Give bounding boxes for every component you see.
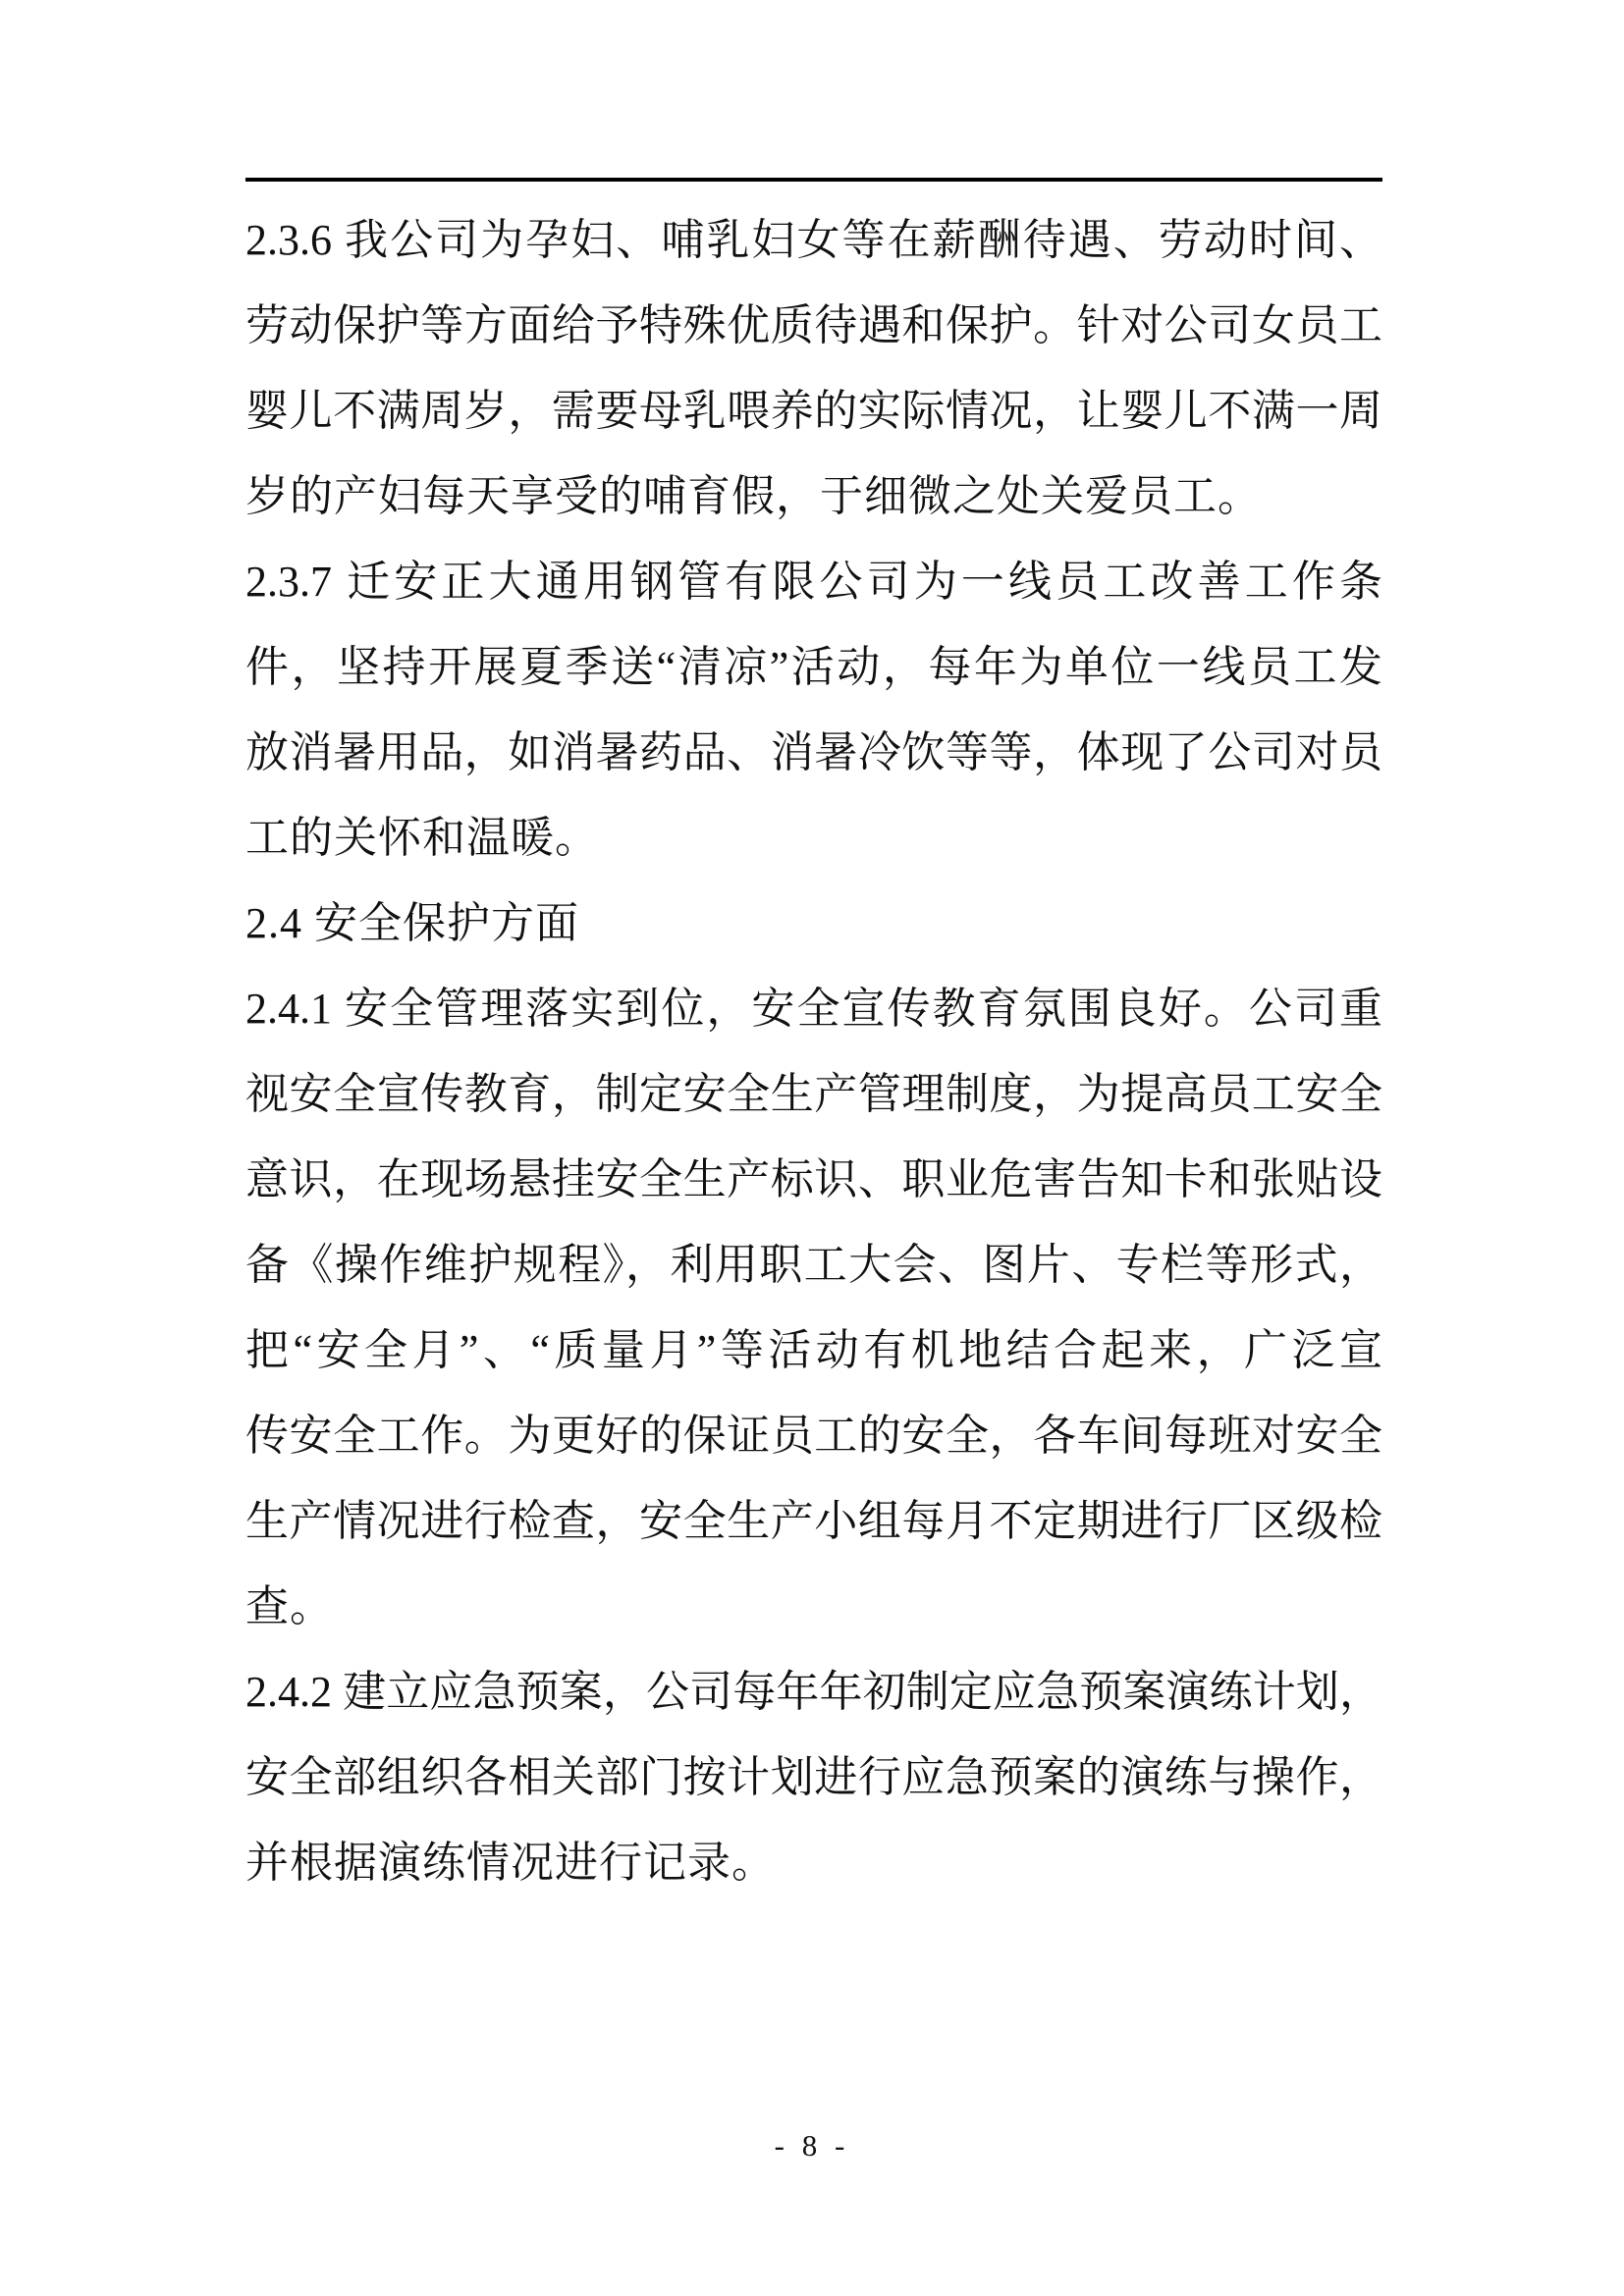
text-line: 2.3.6 我公司为孕妇、哺乳妇女等在薪酬待遇、劳动时间、 [245, 216, 1382, 264]
text-line: 备《操作维护规程》，利用职工大会、图片、专栏等形式， [245, 1241, 1382, 1289]
text-line: 放消暑用品，如消暑药品、消暑冷饮等等，体现了公司对员 [245, 728, 1382, 776]
text-line: 2.4.1 安全管理落实到位，安全宣传教育氛围良好。公司重 [245, 985, 1382, 1033]
text-line: 查。 [245, 1582, 334, 1630]
page-number: - 8 - [774, 2128, 850, 2163]
text-line: 工的关怀和温暖。 [245, 814, 599, 862]
document-text-block [245, 197, 1382, 1905]
text-line: 安全部组织各相关部门按计划进行应急预案的演练与操作， [245, 1753, 1382, 1801]
text-line: 2.4.2 建立应急预案，公司每年年初制定应急预案演练计划， [245, 1668, 1382, 1716]
text-line: 意识，在现场悬挂安全生产标识、职业危害告知卡和张贴设 [245, 1155, 1382, 1203]
text-line: 件，坚持开展夏季送“清凉”活动，每年为单位一线员工发 [245, 643, 1382, 691]
header-rule [245, 178, 1382, 182]
text-line: 岁的产妇每天享受的哺育假，于细微之处关爱员工。 [245, 472, 1262, 520]
text-line: 2.4 安全保护方面 [245, 899, 579, 947]
text-line: 生产情况进行检查，安全生产小组每月不定期进行厂区级检 [245, 1497, 1382, 1545]
text-line: 把“安全月”、“质量月”等活动有机地结合起来，广泛宣 [245, 1326, 1382, 1374]
text-line: 并根据演练情况进行记录。 [245, 1839, 776, 1887]
text-line: 2.3.7 迁安正大通用钢管有限公司为一线员工改善工作条 [245, 558, 1382, 606]
text-line: 视安全宣传教育，制定安全生产管理制度，为提高员工安全 [245, 1070, 1382, 1118]
text-line: 劳动保护等方面给予特殊优质待遇和保护。针对公司女员工 [245, 301, 1382, 349]
text-line: 婴儿不满周岁，需要母乳喂养的实际情况，让婴儿不满一周 [245, 387, 1382, 435]
text-line: 传安全工作。为更好的保证员工的安全，各车间每班对安全 [245, 1412, 1382, 1460]
